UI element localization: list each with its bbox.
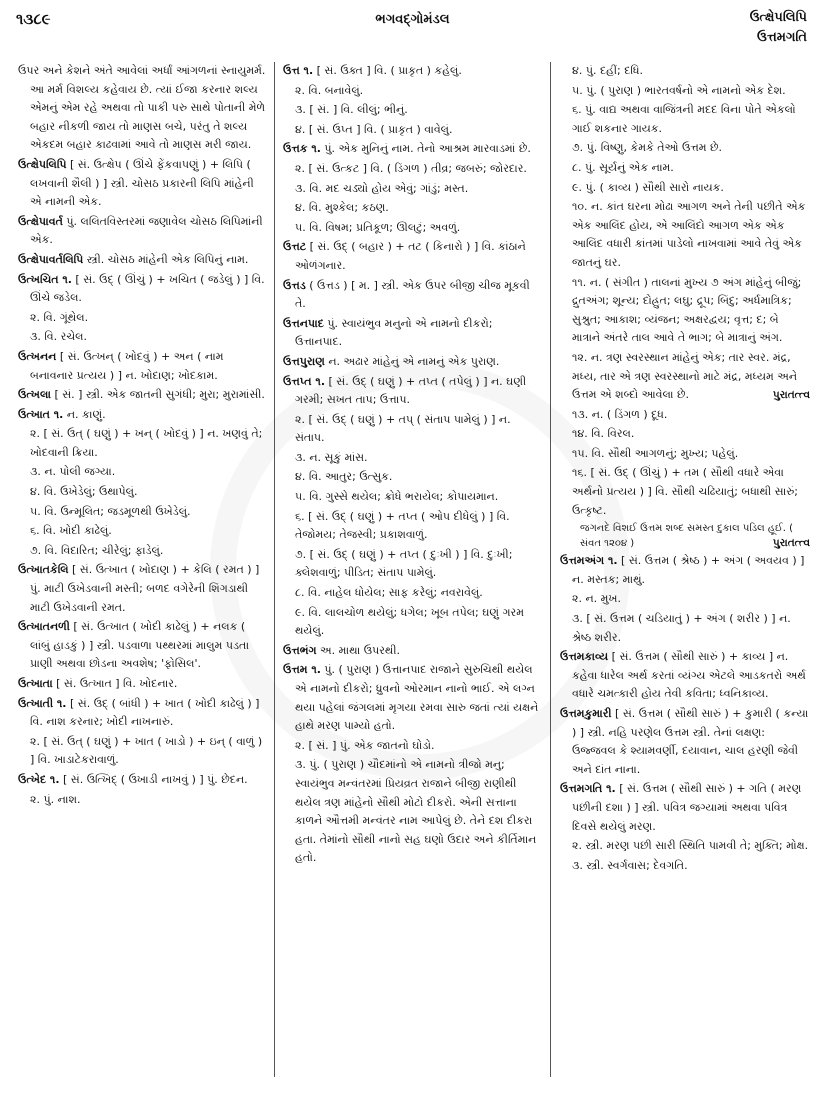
definition-text: ન. કાણું. — [63, 407, 106, 421]
definition-text: ૨. [ સં. ] પું. એક જાતનો ઘોડો. — [295, 738, 435, 752]
definition-text: ૬. વિ. ખોદી કાઢેલું. — [30, 524, 112, 538]
sense — [283, 468, 541, 487]
headword: ઉત્તપ્ત ૧. — [283, 374, 325, 388]
definition-text: ૧૪. વિ. વિરલ. — [572, 427, 635, 441]
column-left — [18, 62, 266, 810]
definition-text: ૪. વિ. આતુર; ઉત્સુક. — [295, 470, 393, 484]
dictionary-entry — [18, 251, 266, 270]
dictionary-entry — [560, 705, 810, 779]
dictionary-entry — [18, 348, 266, 385]
dictionary-entry — [560, 552, 810, 589]
page-header — [0, 0, 825, 58]
definition-text: ૩. ન. સૂકું માંસ. — [295, 450, 368, 464]
headword: ઉત્ક્ષેપાવર્તલિપિ — [18, 252, 84, 266]
definition-text: ૩. સ્ત્રી. સ્વર્ગવાસ; દેવગતિ. — [572, 858, 688, 872]
dictionary-entry — [283, 238, 541, 275]
definition-text: [ સં. ઉત્ખાત ( ખોદી કાઢેલું ) + નલક ( લાંબું હાડકું ) ] સ્ત્રી. પડવાળા પથ્થરમાં માલુમ પડતા પ્રાણી અથવા છોડના અવશેષ; 'ફોસિલ'. — [30, 620, 250, 671]
headword: ઉત્ખલા — [18, 388, 51, 402]
definition-text: [ સં. ઉત્ખાત ] વિ. ખોદનાર. — [52, 677, 178, 690]
sense — [283, 584, 541, 603]
headword: ઉત્ક્ષેપલિપિ — [18, 157, 67, 171]
quotation — [560, 521, 810, 551]
headword: ઉત્તમકુમારી — [560, 707, 612, 720]
dictionary-entry — [283, 353, 541, 372]
definition-text: [ સં. ઉદ્ ( ઊંચું ) + ખચિત ( જડેલું ) ] વિ. ઊંચે જડેલ. — [30, 272, 265, 305]
sense — [283, 737, 541, 756]
sense — [560, 837, 810, 856]
definition-text: ૧૬. [ સં. ઉદ્ ( ઊંચું ) + તમ ( સૌથી વધારે એવા અર્થનો પ્રત્યય ) ] વિ. સૌથી ચઢિયાતું; બધાથી સારું; ઉત્કૃષ્ટ. — [572, 466, 798, 517]
definition-text: ૭. [ સં. ઉદ્ ( ઘણું ) + તપ્ત ( દુઃખી ) ] વિ. દુઃખી; ક્લેશવાળું; પીડિત; સંતાપ પામેલું. — [295, 547, 513, 580]
headword: ઉત્ખાતા — [18, 677, 53, 690]
sense — [283, 160, 541, 179]
headword: ઉત્તમ ૧. — [283, 663, 321, 677]
headword: ઉત્તક ૧. — [283, 142, 321, 156]
headword: ઉત્ખનન — [18, 349, 57, 363]
definition-text: ૮. પું. સૂર્યનું એક નામ. — [572, 160, 674, 174]
column-middle — [283, 62, 541, 869]
sense — [560, 139, 810, 158]
dictionary-entry — [18, 618, 266, 674]
dictionary-entry — [18, 271, 266, 308]
definition-text: ૧૦. ન. કાંત ઘરના મોઢા આગળ અને તેની પછીતે એક એક આલિંદ હોય, એ આલિંદો આગળ એક એક આલિંદ વધારી કાંતમાં પાડેલો નાખવામાં આવે તેવું એક જાતનું ઘર. — [572, 200, 806, 269]
dictionary-entry — [18, 561, 266, 617]
definition-text: ૫. વિ. ઉન્મૂલિત; જડમૂળથી ઉખેડેલું. — [30, 504, 191, 518]
headword: ઉત્તપુરાણ — [283, 354, 325, 368]
definition-text: ૯. વિ. લાલચોળ થયેલું; ધગેલ; ખૂબ તપેલ; ઘણું ગરમ થયેલું. — [295, 605, 524, 638]
sense — [560, 159, 810, 178]
definition-text: ૨. સ્ત્રી. મરણ પછી સારી સ્થિતિ પામવી તે; મુક્તિ; મોક્ષ. — [572, 839, 809, 853]
running-title: ભગવદ્ગોમંડલ — [375, 12, 450, 27]
dictionary-entry — [283, 315, 541, 352]
definition-text: ૯. પું. ( કાવ્ય ) સૌથી સારો નાયક. — [572, 180, 724, 194]
sense — [283, 756, 541, 868]
headword: ઉત્ખાતનળી — [18, 620, 70, 634]
sense — [18, 425, 266, 462]
sense — [560, 610, 810, 647]
definition-text: [ સં. ઉદ્ ( બહાર ) + તટ ( કિનારો ) ] વિ. કાંઠાને ઓળંગનાર. — [295, 240, 526, 272]
dictionary-entry — [18, 62, 266, 155]
sense — [560, 198, 810, 272]
definition-text: ૨. વિ. ગૂંથેલ. — [30, 310, 89, 324]
source-citation: પુરાતત્ત્વ — [772, 537, 810, 550]
definition-text: ૨. [ સં. ઉદ્ ( ઘણું ) + તપ્ ( સંતાપ પામેલું ) ] ન. સંતાપ. — [295, 412, 511, 445]
definition-text: ૭. પું. વિષ્ણુ, કેમકે તેઓ ઉત્તમ છે. — [572, 141, 722, 155]
definition-text: [ સં. ] સ્ત્રી. એક જાતની સુગંધી; મુરા; મુરામાંસી. — [50, 388, 265, 402]
column-right — [560, 62, 810, 876]
definition-text: ૪. પું. દહીં; દધિ. — [572, 64, 643, 77]
sense — [18, 309, 266, 328]
guide-word-last: ઉત્તમગતિ — [757, 30, 807, 45]
dictionary-entry — [18, 386, 266, 405]
definition-text: ૩. વિ. રચેલ. — [30, 330, 87, 344]
definition-text: ૫. વિ. ગુસ્સે થયેલ; ક્રોધે ભરાયેલ; કોપાયમાન. — [295, 490, 499, 504]
headword: ઉત્ત ૧. — [283, 64, 314, 77]
definition-text: ૪. [ સં. ઉપ્ત ] વિ. ( પ્રાકૃત ) વાવેલું. — [295, 122, 453, 136]
column-divider — [550, 62, 551, 1077]
definition-text: ૨. પું. નાશ. — [30, 792, 81, 806]
definition-text: ૨. વિ. બનાવેલું. — [295, 83, 364, 97]
definition-text: [ સં. ઉત્ખન્ ( ખોદવું ) + અન ( નામ બનાવનાર પ્રત્યય ) ] ન. ખોદાણ; ખોદકામ. — [30, 349, 224, 382]
definition-text: પું. ( પુરાણ ) ઉત્તાનપાદ રાજાને સુરુચિથી થયેલ એ નામનો દીકરો; ધ્રુવનો ઓરમાન નાનો ભાઈ. એ લગ્ન થયા પહેલાં જંગલમાં મૃગયા રમવા સારુ જતાં ત્યાં યક્ષને હાથે મરણ પામ્યો હતો. — [295, 663, 539, 733]
definition-text: ૩. [ સં. ] વિ. લીલું; ભીનું. — [295, 103, 408, 117]
dictionary-entry — [283, 373, 541, 410]
page-number: ૧૩૮૯ — [16, 10, 51, 28]
sense — [283, 449, 541, 468]
definition-text: ( ઉત્તડ ) [ મ. ] સ્ત્રી. એક ઉપર બીજી ચીજ મૂકવી તે. — [295, 278, 530, 311]
definition-text: ૮. વિ. નાહેલ ધોયેલ; સાફ કરેલું; નવરાવેલું. — [295, 586, 483, 600]
headword: ઉત્ખાત ૧. — [18, 407, 64, 421]
definition-text: ૩. [ સં. ઉત્તમ ( ચડિયાતું ) + અંગ ( શરીર ) ] ન. શ્રેષ્ઠ શરીર. — [572, 612, 791, 644]
definition-text: અ. માથા ઉપરથી. — [316, 643, 400, 657]
definition-text: [ સં. ઉત્તમ ( સૌથી સારું ) + કાવ્ય ] ન. કહેવા ધારેલ અર્થ કરતાં વ્યંગ્ય એટલે આડકતરો અર્થ વધારે ચમત્કારી હોય તેવી કવિતા; ધ્વનિકાવ્ય. — [572, 650, 806, 701]
definition-text: ૨. [ સં. ઉત્ ( ઘણું ) + ખાત ( ખાડો ) + ઇન્ ( વાળું ) ] વિ. ખાડાટેકરાવાળું. — [30, 734, 263, 767]
sense — [18, 483, 266, 502]
sense — [560, 590, 810, 609]
definition-text: જગનદે વિશઈ ઉત્તમ શબ્દ સમસ્ત દુકાલ પડિલ હૂઈ. ( સંવત ૧૨૦૪ ) — [580, 523, 793, 550]
headword: ઉત્તડ — [283, 278, 306, 292]
sense — [560, 101, 810, 138]
sense — [283, 219, 541, 238]
sense — [283, 604, 541, 641]
sense — [283, 101, 541, 120]
headword: ઉત્તમગતિ ૧. — [560, 782, 616, 796]
headword: ઉત્તનપાદ — [283, 316, 324, 330]
sense — [283, 199, 541, 218]
definition-text: પું. એક મુનિનું નામ. તેનો આશ્રમ મારવાડમાં છે. — [320, 142, 531, 156]
definition-text: ૩. ન. પોલી જગ્યા. — [30, 465, 116, 479]
sense — [560, 274, 810, 348]
guide-words — [750, 8, 807, 48]
definition-text: [ સં. ઉત્તમ ( સૌથી સારું ) + કુમારી ( કન્યા ) ] સ્ત્રી. નહિ પરણેલ ઉત્તમ સ્ત્રી. તેનાં લક્ષણ: ઉજ્જવલ કે શ્યામવર્ણી, દયાવાન, ચાલ હરણી જેવી અને દાંત નાના. — [572, 707, 809, 776]
dictionary-entry — [18, 213, 266, 250]
sense — [560, 62, 810, 81]
definition-text: ૬. પું. વાદ્ય અથવા વાજિંત્રની મદદ વિના પોતે એકલો ગાઈ શકનાર ગાયક. — [572, 103, 796, 135]
definition-text: [ સં. ઉત્તમ ( શ્રેષ્ઠ ) + અંગ ( અવયવ ) ] ન. મસ્તક; માથું. — [572, 554, 805, 586]
guide-word-first: ઉત્ક્ષેપલિપિ — [749, 10, 807, 25]
definition-text: ૧૧. ન. ( સંગીત ) તાલનાં મુખ્ય ૭ અંગ માંહેનું બીજું; દ્રુતઅંગ; શૂન્ય; દોહ્રુત; લઘુ; દ્રૂપ; બિંદુ; અર્ધમાત્રિક; સુશ્રુત; આકાશ; વ્યંજન; અક્ષરદ્વય; વૃત્ત; દ; બે માત્રાને અંતરે તાલ આવે તે ભાગ; બે માત્રાનું અંગ. — [572, 275, 802, 345]
definition-text: [ સં. ઉદ્ ( ઘણું ) + તપ્ત ( તપેલું ) ] ન. ઘણી ગરમી; સખત તાપ; ઉત્તાપ. — [295, 374, 527, 407]
dictionary-entry — [18, 675, 266, 694]
sense — [18, 463, 266, 482]
definition-text: ૪. વિ. ઉખેડેલું; ઉથાપેલું. — [30, 485, 138, 499]
sense — [560, 857, 810, 876]
sense — [18, 328, 266, 347]
definition-text: ૪. વિ. મુશ્કેલ; કઠણ. — [295, 201, 389, 215]
sense — [560, 349, 810, 405]
dictionary-entry — [283, 140, 541, 159]
definition-text: [ સં. ઉક્ત ] વિ. ( પ્રાકૃત ) કહેલું. — [313, 64, 462, 77]
headword: ઉત્ખચિત ૧. — [18, 272, 72, 286]
dictionary-entry — [18, 771, 266, 790]
definition-text: [ સં. ઉત્ખિદ્ ( ઉખાડી નાખવું ) ] પું. છેદન. — [59, 772, 248, 786]
definition-text: ૬. [ સં. ઉદ્ ( ઘણું ) + તપ્ત ( ઓપ દીધેલું ) ] વિ. તેજોમય; તેજસ્વી; પ્રકાશવાળું. — [295, 509, 510, 542]
dictionary-entry — [18, 695, 266, 732]
sense — [560, 179, 810, 198]
sense — [283, 411, 541, 448]
definition-text: [ સં. ઉદ્ ( બાંધી ) + ખાત ( ખોદી કાઢેલું ) ] વિ. નાશ કરનાર; ખોદી નાખનારું. — [30, 696, 260, 729]
definition-text: ન. અઢાર માંહેનું એ નામનું એક પુરાણ. — [324, 354, 500, 368]
definition-text: [ સં. ઉત્ક્ષેપ ( ઊંચે ફેંકવાપણું ) + લિપિ ( લખવાની શૈલી ) ] સ્ત્રી. ચોસઠ પ્રકારની લિપિ માંહેની એ નામની એક. — [30, 157, 254, 209]
definition-text: પું. લલિતવિસ્તરમાં જણાવેલ ચોસઠ લિપિમાંની એક. — [30, 214, 263, 247]
sense — [560, 406, 810, 425]
sense — [283, 546, 541, 583]
definition-text: ૩. વિ. મદ ચડ્યો હોય એવું; ગાંડું; મસ્ત. — [295, 181, 469, 195]
headword: ઉત્તભંગ — [283, 643, 317, 657]
dictionary-entry — [18, 406, 266, 425]
definition-text: ૨. ન. મુખ. — [572, 592, 621, 606]
definition-text: ૨. [ સં. ઉત્કટ ] વિ. ( ડિંગળ ) તીવ્ર; જબરું; જોરદાર. — [295, 161, 527, 175]
definition-text: ઉપર અને કેશને અંતે આવેલાં અર્ધાં આંગળનાં સ્નાયુમર્મ. આ મર્મ વિશલ્ય કહેવાય છે. ત્યાં ઈજા કરનાર શલ્ય એમનું એમ રહે અથવા તો પાકી પરુ સાથે પોતાની મેળે બહાર નીકળી જાય તો માણસ બચે, પરંતુ તે શલ્ય એકદમ બહાર કાઢવામાં આવે તો માણસ મરી જાય. — [18, 64, 266, 152]
definition-text: ૨. [ સં. ઉત્ ( ઘણું ) + ખન્ ( ખોદવું ) ] ન. ખણવું તે; ખોદવાની ક્રિયા. — [30, 427, 263, 459]
sense — [18, 791, 266, 810]
dictionary-entry — [283, 661, 541, 735]
dictionary-entry — [283, 62, 541, 81]
headword: ઉત્તમકાવ્ય — [560, 650, 609, 664]
definition-text: ૭. વિ. વિદારિત; ચીરેલું; ફાડેલું. — [30, 543, 164, 557]
sense — [283, 82, 541, 101]
headword: ઉત્ખાતી ૧. — [18, 696, 67, 710]
source-citation: પુરાતત્ત્વ — [772, 389, 810, 402]
dictionary-entry — [18, 156, 266, 212]
sense — [18, 542, 266, 561]
sense — [283, 508, 541, 545]
dictionary-entry — [560, 780, 810, 836]
definition-text: ૧૩. ન. ( ડિંગળ ) દૂધ. — [572, 407, 668, 421]
sense — [560, 464, 810, 520]
sense — [18, 503, 266, 522]
headword: ઉત્તટ — [283, 240, 307, 254]
headword: ઉત્ક્ષેપાવર્ત — [18, 214, 63, 228]
dictionary-entry — [283, 277, 541, 314]
dictionary-entry — [560, 648, 810, 704]
headword: ઉત્તમઅંગ ૧. — [560, 554, 618, 568]
sense — [283, 121, 541, 140]
definition-text: ૧૨. ન. ત્રણ સ્વરસ્થાન માંહેનું એક; તાર સ્વર. મંદ્ર, મધ્ય, તાર એ ત્રણ સ્વરસ્થાનો માટે મંદ્ર, મધ્યમ અને ઉત્તમ એ શબ્દો આવેલા છે. — [572, 350, 798, 402]
definition-text: [ સં. ઉત્ખાત ( ખોદાણ ) + કેલિ ( રમત ) ] પું. માટી ઉખેડવાની મસ્તી; બળદ વગેરેની શિંગડાથી માટી ઉખેડવાની રમત. — [30, 563, 260, 614]
headword: ઉત્ખાતકેલિ — [18, 563, 69, 577]
sense — [283, 488, 541, 507]
definition-text: પું. સ્વાયંભુવ મનુનો એ નામનો દીકરો; ઉત્તાનપાદ. — [295, 316, 493, 349]
headword: ઉત્ખેદ ૧. — [18, 772, 60, 786]
sense — [283, 180, 541, 199]
definition-text: ૫. વિ. વિષમ; પ્રતિકૂળ; ઊલટું; અવળું. — [295, 220, 461, 234]
definition-text: ૩. પું. ( પુરાણ ) ચૌદમાંનો એ નામનો ત્રીજો મનુ; સ્વાયંભુવ મન્વંતરમાં પ્રિયવ્રત રાજાને બીજી રાણીથી થયેલ ત્રણ માંહેનો સૌથી મોટો દીકરો. એની સત્તાના કાળને ઔત્તમી મન્વંતર નામ આપેલું છે. તેને દશ દીકરા હતા. તેમાંનો સૌથી નાનો સહ ઘણો ઉદાર અને કીર્તિમાન હતો. — [295, 758, 537, 865]
column-divider — [274, 62, 275, 1077]
definition-text: ૧૫. વિ. સૌથી આગળનું; મુખ્ય; પહેલું. — [572, 446, 739, 460]
sense — [560, 425, 810, 444]
definition-text: સ્ત્રી. ચોસઠ માંહેની એક લિપિનું નામ. — [83, 252, 249, 266]
sense — [560, 82, 810, 101]
sense — [560, 445, 810, 464]
sense — [18, 733, 266, 770]
definition-text: ૫. પું. ( પુરાણ ) ભારતવર્ષનો એ નામનો એક દેશ. — [572, 83, 786, 97]
dictionary-entry — [283, 642, 541, 661]
definition-text: [ સં. ઉત્તમ ( સૌથી સારું ) + ગતિ ( મરણ પછીની દશા ) ] સ્ત્રી. પવિત્ર જગ્યામાં અથવા પવિત્ર દિવસે થયેલું મરણ. — [572, 782, 802, 833]
sense — [18, 522, 266, 541]
